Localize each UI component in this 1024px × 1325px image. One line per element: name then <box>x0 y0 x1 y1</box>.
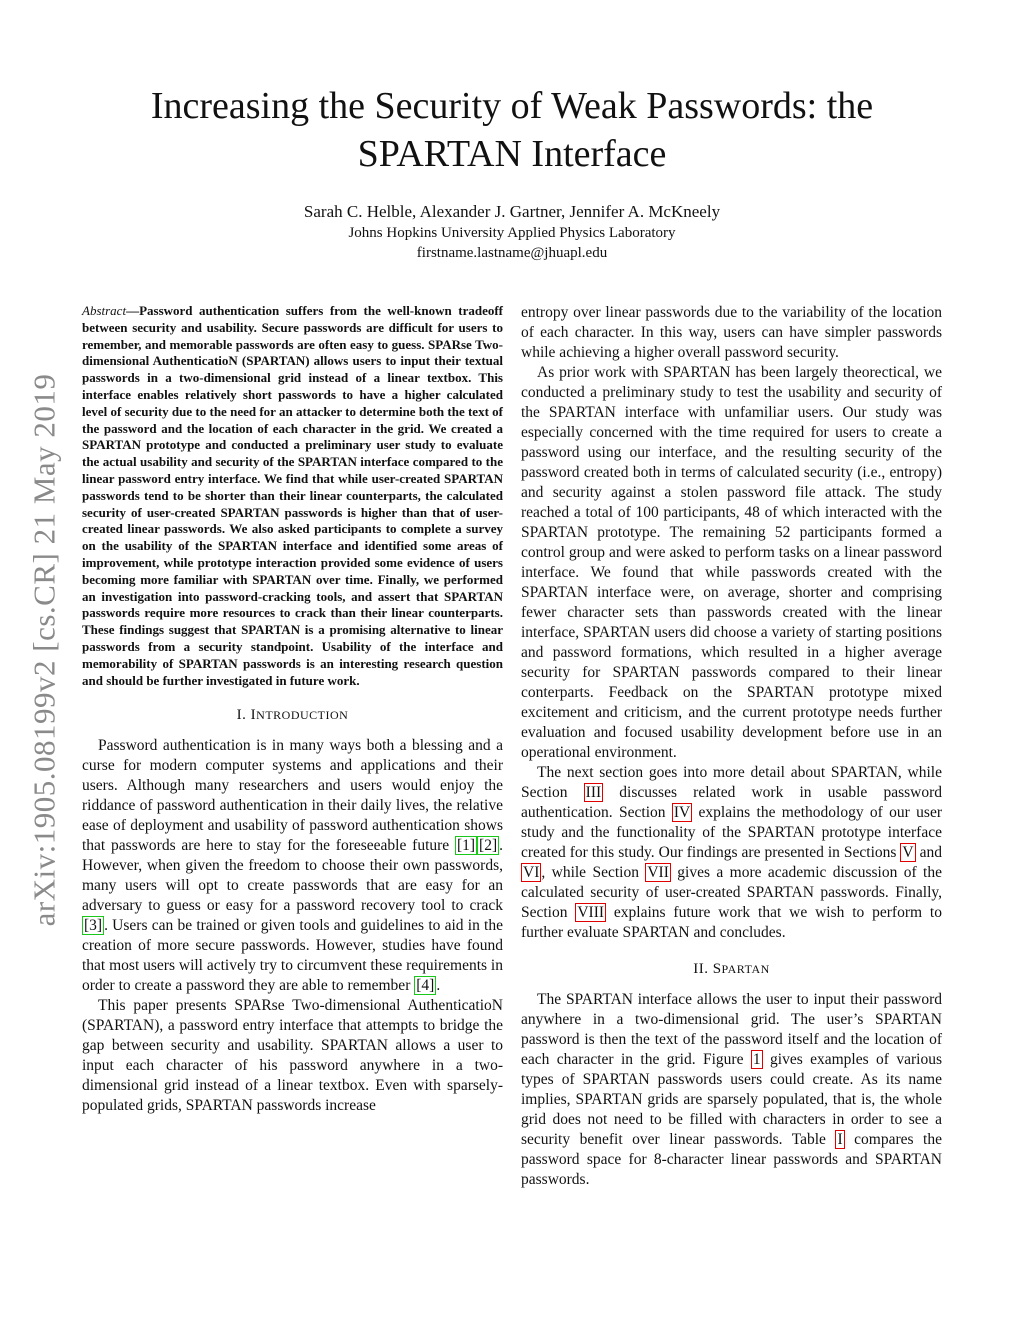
text-run: , while Section <box>541 864 646 881</box>
arxiv-stamp <box>24 360 64 940</box>
abstract-lead: Abstract <box>82 303 127 318</box>
text-run: . However, when given the freedom to choose their own passwords, many users will opt to create passwords that are easy for an adversary to guess or easy for a password recovery tool to crack <box>82 837 503 915</box>
section-link[interactable]: IV <box>673 804 691 821</box>
section-rest: PARTAN <box>721 962 770 976</box>
intro-paragraph-4 <box>521 763 942 943</box>
text-run: The SPARTAN interface allows the user to input their password anywhere in a two-dimensional grid. The user’s SPARTAN password is then the text of the password itself and the location of each character in the grid. Figure <box>521 991 942 1068</box>
paper-email: firstname.lastname@jhuapl.edu <box>416 245 608 261</box>
citation-link[interactable]: [1] <box>456 837 476 855</box>
spartan-paragraph-1 <box>521 990 942 1190</box>
text-run: discusses related work in usable password authentication. Section <box>521 784 942 821</box>
citation-link[interactable]: [2] <box>479 837 498 855</box>
table-link[interactable]: I <box>837 1131 843 1148</box>
text-run: and <box>915 844 942 861</box>
paper-title: Increasing the Security of Weak Passwords: the SPARTAN Interface <box>150 85 874 175</box>
citation-link[interactable]: [3] <box>84 917 103 935</box>
section-initial: I <box>250 707 257 724</box>
section-link[interactable]: V <box>902 844 914 861</box>
citation-link[interactable]: [4] <box>416 977 435 995</box>
text-run: explains future work that we wish to perform to further evaluate SPARTAN and concludes. <box>521 904 942 941</box>
section-rest: NTRODUCTION <box>256 708 349 723</box>
right-column <box>521 303 942 1190</box>
section-number: I. <box>236 707 251 724</box>
text-run: gives examples of various types of SPARTAN passwords users could create. As its name implies, SPARTAN grids are sparsely populated, that is, the whole grid does not need to be filled with characters in order to see a security benefit over linear passwords. Table <box>521 1051 942 1148</box>
section-heading-spartan <box>521 961 942 978</box>
figure-link[interactable]: 1 <box>752 1051 761 1068</box>
section-link[interactable]: VIII <box>577 904 605 921</box>
arxiv-stamp-text: arXiv:1905.08199v2 [cs.CR] 21 May 2019 <box>26 373 61 927</box>
paper-authors: Sarah C. Helble, Alexander J. Gartner, Jennifer A. McKneely <box>303 202 721 221</box>
section-link[interactable]: VII <box>647 864 669 881</box>
text-run: . Users can be trained or given tools and guidelines to aid in the creation of more secure passwords. However, studies have found that most users will actively try to circumvent these requirements in order to create a password they are able to remember <box>82 917 503 995</box>
section-initial: S <box>712 961 722 977</box>
intro-paragraph-1 <box>82 736 503 996</box>
abstract <box>82 303 503 689</box>
intro-paragraph-3: As prior work with SPARTAN has been largely theorectical, we conducted a preliminary study to test the usability and security of the SPARTAN interface with unfamiliar users. Our study was especially concerned with the time required for users to create a password using our interface, and the resulting security of the password created both in terms of calculated security (i.e., entropy) and security against a stolen password file attack. The study reached a total of 100 participants, 48 of which interacted with the SPARTAN prototype. The remaining 52 participants formed a control group and were asked to perform tasks on a linear password interface. We found that while passwords created with the SPARTAN interface were, on average, shorter and comprising fewer character sets than passwords created with the linear interface, SPARTAN users did choose a variety of starting positions and password formations, which resulted in a higher average security for SPARTAN passwords compared to their linear conterparts. Feedback on the SPARTAN prototype mixed excitement and criticism, and the current prototype needs further evaluation and focused usability development before use in an operational environment. <box>521 364 942 761</box>
section-number: II. <box>693 961 713 977</box>
left-column <box>82 303 503 1116</box>
text-run: compares the password space for 8-character linear passwords and SPARTAN passwords. <box>521 1131 942 1188</box>
section-link[interactable]: III <box>585 784 602 801</box>
section-heading-introduction <box>82 707 503 724</box>
intro-paragraph-2-continued: entropy over linear passwords due to the variability of the location of each character. In this way, users can have simpler passwords while achieving a higher overall password security. <box>521 304 942 361</box>
text-run: . <box>436 977 441 995</box>
text-run: explains the methodology of our user study and the functionality of the SPARTAN prototype interface created for this study. Our findings are presented in Sections <box>521 804 942 861</box>
paper-affiliation: Johns Hopkins University Applied Physics Laboratory <box>348 225 676 241</box>
text-run: gives a more academic discussion of the calculated security of user-created SPARTAN passwords. Finally, Section <box>521 864 942 921</box>
text-run: The next section goes into more detail about SPARTAN, while Section <box>521 764 942 801</box>
intro-paragraph-2: This paper presents SPARse Two-dimensional AuthenticatioN (SPARTAN), a password entry interface that attempts to bridge the gap between security and usability. SPARTAN allows a user to input each character of his password anywhere in a two-dimensional grid instead of a linear textbox. Even with sparsely-populated grids, SPARTAN passwords increase <box>82 997 503 1115</box>
text-run: Password authentication is in many ways both a blessing and a curse for modern computer systems and applications and their users. Although many researchers and users would enjoy the riddance of password authentication in their daily lives, the relative ease of deployment and usability of password authentication shows that passwords are here to stay for the foreseeable future <box>82 737 503 855</box>
section-link[interactable]: VI <box>523 864 540 881</box>
abstract-text: —Password authentication suffers from the well-known tradeoff between security and usability. Secure passwords are difficult for users to remember, and memorable passwords are often easy to guess. SPARse Two-dimensional AuthenticatioN (SPARTAN) allows users to input their textual passwords in a two-dimensional grid instead of a linear textbox. This interface enables relatively short passwords to have a higher calculated level of security due to the need for an attacker to determine both the text of the password and the location of each character in the grid. We created a SPARTAN prototype and conducted a preliminary user study to evaluate the actual usability and security of the SPARTAN interface compared to the linear password entry interface. We find that while user-created SPARTAN passwords tend to be shorter than their linear counterparts, the calculated security of user-created SPARTAN passwords is higher than that of user-created linear passwords. We also asked participants to complete a survey on the usability of the SPARTAN interface and identified some areas of improvement, while prototype interaction provided some evidence of users becoming more familiar with SPARTAN over time. Finally, we performed an investigation into password-cracking tools, and assert that SPARTAN passwords require more resources to crack than their linear counterparts. These findings suggest that SPARTAN is a promising alternative to linear passwords from a security standpoint. Usability of the interface and memorability of SPARTAN passwords is an interesting research question and should be further investigated in future work. <box>82 303 503 688</box>
